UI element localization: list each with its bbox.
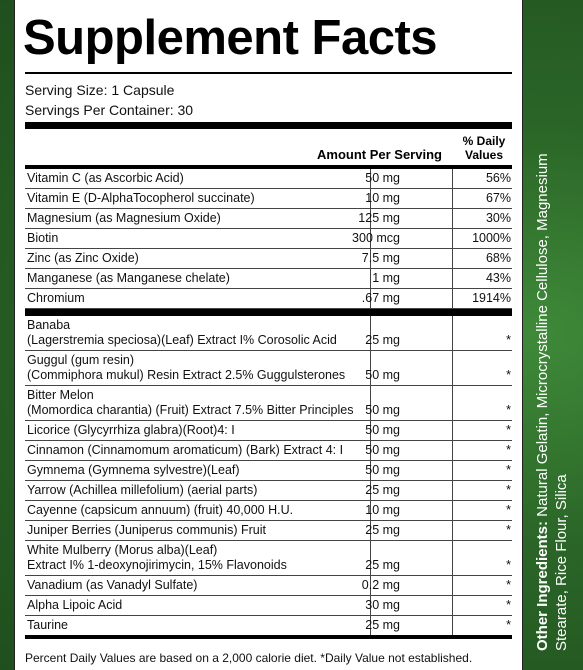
table-row xyxy=(25,289,512,309)
blend-table xyxy=(25,316,512,639)
column-divider xyxy=(452,249,453,268)
table-row xyxy=(25,316,512,351)
table-row xyxy=(25,521,512,541)
column-divider xyxy=(452,521,453,540)
ingredient-amount: 50 mg xyxy=(365,403,400,417)
column-divider xyxy=(452,209,453,228)
ingredient-amount: 25 mg xyxy=(365,483,400,497)
ingredient-name: White Mulberry (Morus alba)(Leaf) Extract I% 1-deoxynojirimycin, 15% Flavonoids xyxy=(27,543,287,572)
ingredient-amount: 50 mg xyxy=(365,443,400,457)
ingredient-daily-value: 30% xyxy=(485,211,511,225)
ingredient-name: Vanadium (as Vanadyl Sulfate) xyxy=(27,578,198,592)
serving-info xyxy=(25,80,512,120)
table-row xyxy=(25,441,512,461)
ingredient-daily-value: * xyxy=(506,423,511,437)
ingredient-name: Biotin xyxy=(27,231,59,245)
ingredient-amount: 10 mg xyxy=(365,191,400,205)
table-row xyxy=(25,189,512,209)
ingredient-amount: .67 mg xyxy=(361,291,400,305)
ingredient-name: Alpha Lipoic Acid xyxy=(27,598,123,612)
column-divider xyxy=(452,596,453,615)
ingredient-amount: 25 mg xyxy=(365,618,400,632)
table-row xyxy=(25,386,512,421)
ingredient-daily-value: 43% xyxy=(485,271,511,285)
ingredient-amount: 10 mg xyxy=(365,503,400,517)
column-divider xyxy=(452,229,453,248)
table-row xyxy=(25,481,512,501)
page-title: Supplement Facts xyxy=(23,11,438,65)
column-divider xyxy=(452,501,453,520)
ingredient-name: Bitter Melon (Momordica charantia) (Fruit) Extract 7.5% Bitter Principles xyxy=(27,388,354,417)
table-row xyxy=(25,269,512,289)
ingredient-amount: 0.2 mg xyxy=(361,578,400,592)
column-divider xyxy=(452,169,453,188)
ingredient-daily-value: 67% xyxy=(485,191,511,205)
ingredient-amount: 7.5 mg xyxy=(361,251,400,265)
column-divider xyxy=(452,441,453,460)
column-divider xyxy=(452,616,453,635)
column-divider xyxy=(452,269,453,288)
ingredient-amount: 50 mg xyxy=(365,423,400,437)
other-ingredients-label: Other Ingredients: xyxy=(534,520,551,651)
daily-value-header: % Daily Values xyxy=(462,134,506,162)
ingredient-daily-value: 68% xyxy=(485,251,511,265)
column-divider xyxy=(452,316,453,350)
ingredient-daily-value: * xyxy=(506,463,511,477)
ingredient-name: Magnesium (as Magnesium Oxide) xyxy=(27,211,221,225)
column-divider xyxy=(452,189,453,208)
table-row xyxy=(25,229,512,249)
table-row xyxy=(25,501,512,521)
table-row xyxy=(25,541,512,576)
ingredient-amount: 25 mg xyxy=(365,333,400,347)
table-header xyxy=(25,129,512,169)
ingredient-amount: 125 mg xyxy=(358,211,400,225)
ingredient-amount: 25 mg xyxy=(365,558,400,572)
footnote: Percent Daily Values are based on a 2,000 calorie diet. *Daily Value not established. xyxy=(25,651,473,665)
divider-thick xyxy=(25,122,512,129)
column-divider xyxy=(452,421,453,440)
table-row xyxy=(25,596,512,616)
table-row xyxy=(25,249,512,269)
ingredient-amount: 30 mg xyxy=(365,598,400,612)
table-row xyxy=(25,169,512,189)
column-divider xyxy=(452,461,453,480)
ingredient-amount: 1 mg xyxy=(372,271,400,285)
other-ingredients xyxy=(533,95,583,655)
ingredient-amount: 50 mg xyxy=(365,368,400,382)
ingredient-amount: 50 mg xyxy=(365,171,400,185)
table-row xyxy=(25,421,512,441)
ingredient-name: Vitamin C (as Ascorbic Acid) xyxy=(27,171,184,185)
column-divider xyxy=(452,289,453,308)
other-ingredients-text xyxy=(533,91,571,651)
ingredient-name: Manganese (as Manganese chelate) xyxy=(27,271,230,285)
ingredient-daily-value: * xyxy=(506,333,511,347)
ingredient-name: Taurine xyxy=(27,618,68,632)
amount-per-serving-header: Amount Per Serving xyxy=(317,147,442,162)
servings-per-container: Servings Per Container: 30 xyxy=(25,102,194,118)
ingredient-daily-value: * xyxy=(506,523,511,537)
ingredient-name: Cinnamon (Cinnamomum aromaticum) (Bark) Extract 4: I xyxy=(27,443,344,457)
ingredient-amount: 300 mcg xyxy=(352,231,400,245)
ingredient-name: Gymnema (Gymnema sylvestre)(Leaf) xyxy=(27,463,240,477)
ingredient-name: Chromium xyxy=(27,291,85,305)
ingredient-daily-value: 56% xyxy=(485,171,511,185)
column-divider xyxy=(452,481,453,500)
table-row xyxy=(25,576,512,596)
divider-thick xyxy=(25,309,512,316)
ingredient-daily-value: * xyxy=(506,368,511,382)
ingredient-amount: 50 mg xyxy=(365,463,400,477)
table-row xyxy=(25,351,512,386)
ingredient-name: Juniper Berries (Juniperus communis) Fruit xyxy=(27,523,266,537)
vitamins-table xyxy=(25,169,512,309)
column-divider xyxy=(452,576,453,595)
ingredient-name: Licorice (Glycyrrhiza glabra)(Root)4: I xyxy=(27,423,235,437)
ingredient-daily-value: * xyxy=(506,403,511,417)
ingredient-daily-value: * xyxy=(506,558,511,572)
ingredient-daily-value: * xyxy=(506,618,511,632)
ingredient-name: Cayenne (capsicum annuum) (fruit) 40,000 H.U. xyxy=(27,503,294,517)
divider xyxy=(25,72,512,74)
ingredient-daily-value: * xyxy=(506,503,511,517)
ingredient-name: Yarrow (Achillea millefolium) (aerial parts) xyxy=(27,483,258,497)
column-divider xyxy=(452,386,453,420)
other-ingredients-list: Natural Gelatin, Microcrystalline Cellulose, Magnesium Stearate, Rice Flour, Silica xyxy=(534,153,570,651)
serving-size: Serving Size: 1 Capsule xyxy=(25,82,175,98)
table-row xyxy=(25,461,512,481)
ingredient-name: Banaba (Lagerstremia speciosa)(Leaf) Extract I% Corosolic Acid xyxy=(27,318,337,347)
ingredient-name: Vitamin E (D-AlphaTocopherol succinate) xyxy=(27,191,255,205)
ingredient-daily-value: * xyxy=(506,578,511,592)
ingredient-name: Zinc (as Zinc Oxide) xyxy=(27,251,139,265)
supplement-facts-panel xyxy=(14,0,523,670)
ingredient-daily-value: * xyxy=(506,598,511,612)
ingredient-daily-value: 1914% xyxy=(472,291,511,305)
column-divider xyxy=(452,541,453,575)
ingredient-daily-value: 1000% xyxy=(472,231,511,245)
ingredient-daily-value: * xyxy=(506,443,511,457)
ingredient-amount: 25 mg xyxy=(365,523,400,537)
column-divider xyxy=(452,351,453,385)
table-row xyxy=(25,616,512,639)
ingredient-daily-value: * xyxy=(506,483,511,497)
table-row xyxy=(25,209,512,229)
ingredient-name: Guggul (gum resin) (Commiphora mukul) Resin Extract 2.5% Guggulsterones xyxy=(27,353,346,382)
